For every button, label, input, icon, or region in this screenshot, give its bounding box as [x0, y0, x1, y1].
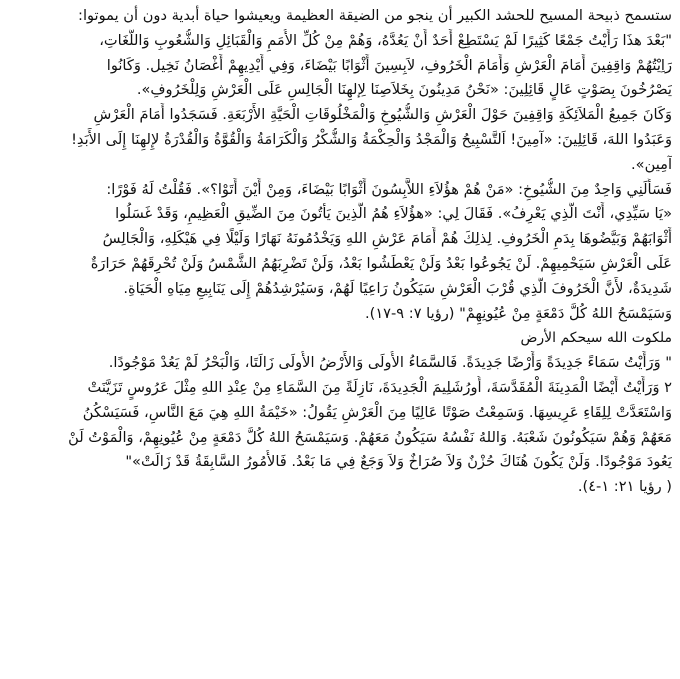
- intro-line: ستسمح ذبيحة المسيح للحشد الكبير أن ينجو من الضيقة العظيمة ويعيشوا حياة أبدية دون أن يموتوا:: [78, 7, 672, 24]
- section-great-multitude: [8, 4, 672, 326]
- scripture-line: " وَرَأَيْتُ سَمَاءً جَدِيدَةً وَأَرْضًا جَدِيدَةً. فَالسَّمَاءُ الأُولَى وَالأَرْضُ الأُولَى زَالَتَا، وَالْبَحْرُ لَمْ يَعُدْ مَوْجُودًا.: [108, 354, 672, 372]
- scripture-line: مَعَهُمْ وَهُمْ سَيَكُونُونَ شَعْبَهُ. وَاللهُ نَفْسُهُ سَيَكُونُ مَعَهُمْ. وَسَيَمْسَحُ اللهُ كُلَّ دَمْعَةٍ مِنْ عُيُونِهِمْ، وَالْمَوْتُ لَنْ: [68, 428, 672, 446]
- scripture-line: "بَعْدَ هذَا رَأَيْتُ جَمْعًا كَثِيرًا لَمْ يَسْتَطِعْ أَحَدٌ أَنْ يَعُدَّهُ، وَهُمْ مِنْ كُلِّ الأُمَمِ وَالْقَبَائِلِ وَالشُّعُوبِ وَاللُّغَاتِ،: [99, 31, 672, 49]
- section-kingdom: [8, 326, 672, 500]
- section-heading: ملكوت الله سيحكم الأرض: [520, 330, 672, 347]
- scripture-line: آمِين».: [631, 155, 672, 173]
- scripture-line: يَصْرُخُونَ بِصَوْتٍ عَالٍ قَائِلِينَ: «نَحْنُ مَدِينُونَ بِخَلاَصِنَا لِإلهِنَا الْجَالِسِ عَلَى الْعَرْشِ وَلِلْخَرُوفِ».: [136, 81, 672, 99]
- scripture-line: عَلَى الْعَرْشِ سَيَحْمِيهِمْ. لَنْ يَجُوعُوا بَعْدُ وَلَنْ يَعْطَشُوا بَعْدُ، وَلَنْ تَضْرِبَهُمُ الشَّمْسُ وَلَنْ تُحْرِقَهُمْ حَرَارَةٌ: [90, 254, 672, 272]
- scripture-line: وَعَبَدُوا اللهَ، قَائِلِينَ: «آمِينَ! اَلتَّسْبِيحُ وَالْمَجْدُ وَالْحِكْمَةُ وَالشُّكْرُ وَالْكَرَامَةُ وَالْقُوَّةُ وَالْقُدْرَةُ لإِلهِنَا إِلَى الأَبَدِ!: [71, 130, 672, 148]
- scripture-reference-line: ( رؤيا ٢١: ١-٤).: [577, 478, 672, 496]
- scripture-line: ٢ وَرَأَيْتُ أَيْضًا الْمَدِينَةَ الْمُقَدَّسَةَ، أُورُشَلِيمَ الْجَدِيدَةَ، نَازِلَةً مِنَ السَّمَاءِ مِنْ عِنْدِ اللهِ مِثْلَ عَرُوسٍ تَزَيَّنَتْ: [87, 378, 672, 396]
- scripture-line: رَاِيْتُهُمْ وَاقِفِينَ أَمَامَ الْعَرْشِ وَأَمَامَ الْخَرُوفِ، لاَبِسِينَ أَثْوَابًا بَيْضَاءَ، وَفِي أَيْدِيهِمْ أَغْصَانُ نَخِيل. وَكَانُوا: [106, 56, 672, 74]
- scripture-line: وَاسْتَعَدَّتْ لِلِقَاءِ عَرِيسِهَا. وَسَمِعْتُ صَوْتًا عَالِيًا مِنَ الْعَرْشِ يَقُولُ: «خَيْمَةُ اللهِ هِيَ مَعَ النَّاسِ، فَسَيَسْكُنُ: [82, 403, 672, 421]
- scripture-line: وَكَانَ جَمِيعُ الْمَلاَئِكَةِ وَاقِفِينَ حَوْلَ الْعَرْشِ وَالشُّيُوخِ وَالْمَخْلُوقَاتِ الْحَيَّةِ الأَرْبَعَةِ. فَسَجَدُوا أَمَامَ الْعَرْشِ: [93, 106, 672, 124]
- scripture-line: شَدِيدَةٌ، لأَنَّ الْخَرُوفَ الَّذِي قُرْبَ الْعَرْشِ سَيَكُونُ رَاعِيًا لَهُمْ، وَسَيُرْشِدُهُمْ إِلَى يَنَابِيعِ مِيَاهِ الْحَيَاةِ.: [123, 279, 672, 297]
- scripture-line: يَعُودَ مَوْجُودًا. وَلَنْ يَكُونَ هُنَاكَ حُزْنٌ وَلاَ صُرَاخٌ وَلاَ وَجَعٌ فِي مَا بَعْدُ. فَالأُمُورُ السَّابِقَةُ قَدْ زَالَتْ»": [125, 453, 672, 471]
- scripture-line: «يَا سَيِّدِي، أَنْتَ الَّذِي يَعْرِفُ». فَقَالَ لِي: «هؤُلاَءِ هُمُ الَّذِينَ يَأْتُونَ مِنَ الضِّيقِ الْعَظِيمِ، وَقَدْ غَسَلُوا: [115, 205, 672, 223]
- scripture-reference-line: وَسَيَمْسَحُ اللهُ كُلَّ دَمْعَةٍ مِنْ عُيُونِهِمْ" (رؤيا ٧: ٩-١٧).: [364, 304, 672, 322]
- scripture-line: فَسَأَلَنِي وَاحِدٌ مِنَ الشُّيُوخِ: «مَنْ هُمْ هؤُلاَءِ اللاَّبِسُونَ أَثْوَابًا بَيْضَاءَ، وَمِنْ أَيْنَ أَتَوْا؟». فَقُلْتُ لَهُ فَوْرًا:: [106, 180, 672, 198]
- scripture-line: أَثْوَابَهُمْ وَبَيَّضُوهَا بِدَمِ الْخَرُوفِ. لِذلِكَ هُمْ أَمَامَ عَرْشِ اللهِ وَيَخْدُمُونَهُ نَهَارًا وَلَيْلًا فِي هَيْكَلِهِ، وَالْجَالِسُ: [102, 230, 672, 248]
